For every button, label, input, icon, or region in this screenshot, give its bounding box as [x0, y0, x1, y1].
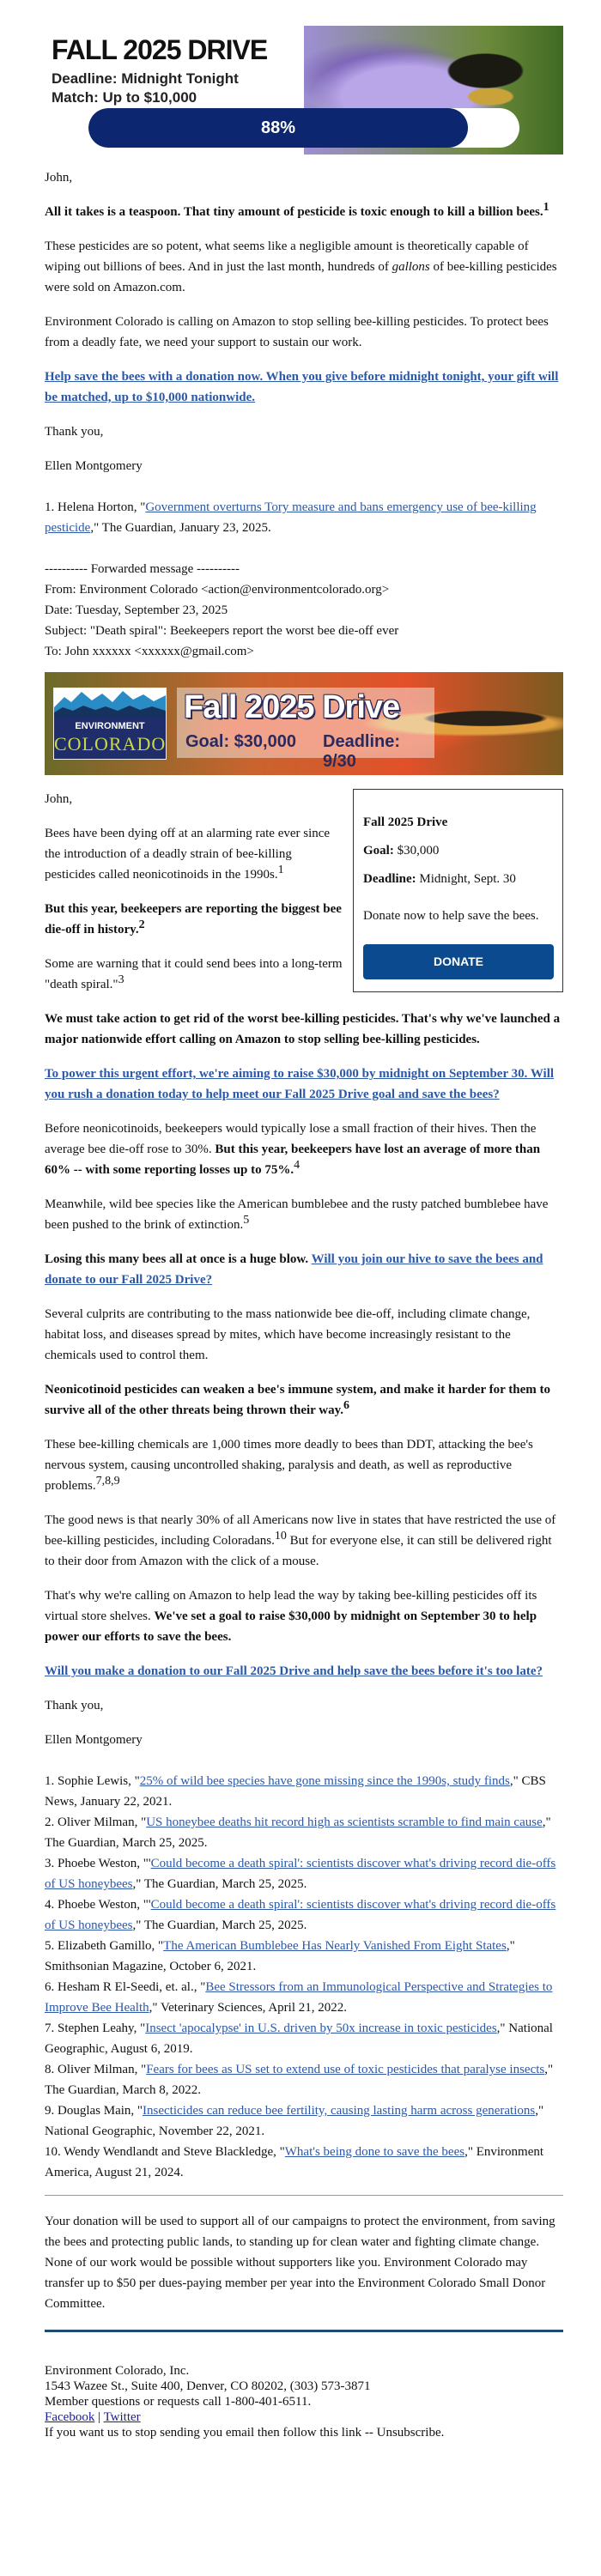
reference-link[interactable]: 25% of wild bee species have gone missing since the 1990s, study finds — [139, 1774, 510, 1788]
footnote-ref: 1 — [277, 864, 284, 876]
text: Neonicotinoid pesticides can weaken a bee's immune system, and make it harder for them to survive all of the other threats being thrown their way. — [45, 1383, 550, 1417]
reference-item — [45, 1771, 563, 1812]
reference-item — [45, 1936, 563, 1977]
text: But for everyone else, it can still be delivered right to their door from Amazon with the click of a mouse. — [45, 1534, 552, 1568]
sidebar-title: Fall 2025 Drive — [363, 815, 448, 829]
value: $30,000 — [393, 844, 440, 858]
donate-cta-link[interactable]: Will you make a donation to our Fall 2025 Drive and help save the bees before it's too late? — [45, 1664, 543, 1678]
footnote-ref: 6 — [343, 1399, 350, 1412]
reference-item — [45, 2059, 563, 2100]
forwarded-header — [45, 559, 563, 662]
reference-text: 5. Elizabeth Gamillo, " — [45, 1939, 164, 1953]
email-body — [45, 167, 563, 2440]
body-paragraph — [45, 1510, 563, 1572]
footnote-link[interactable]: Government overturns Tory measure and bans emergency use of bee-killing pesticide — [45, 500, 537, 535]
greeting: John, — [45, 792, 73, 806]
footer — [45, 2363, 563, 2440]
banner-panel — [177, 688, 434, 771]
reference-item — [45, 1894, 563, 1936]
banner-deadline: Deadline: Midnight Tonight — [52, 70, 239, 87]
reference-text: 6. Hesham R El-Seedi, et. al., " — [45, 1980, 206, 1994]
reference-link[interactable]: Could become a death spiral': scientists discover what's driving record die-offs of US honeybees — [45, 1898, 556, 1932]
signature: Ellen Montgomery — [45, 459, 143, 473]
reference-text: ," The Guardian, March 25, 2025. — [132, 1918, 307, 1932]
mountains-icon — [54, 688, 166, 718]
reference-text: ," Veterinary Sciences, April 21, 2022. — [149, 2001, 348, 2015]
intro-paragraph-3: Environment Colorado is calling on Amazon to stop selling bee-killing pesticides. To protect bees from a deadly fate, we need your support to sustain our work. — [45, 315, 549, 349]
banner-title: Fall 2025 Drive — [184, 689, 400, 725]
footnote-ref: 2 — [138, 918, 145, 931]
reference-text: 2. Oliver Milman, " — [45, 1815, 147, 1829]
reference-item — [45, 2142, 563, 2183]
reference-text: 8. Oliver Milman, " — [45, 2063, 147, 2076]
text-emphasis: gallons — [392, 260, 430, 274]
fall-drive-header-banner[interactable] — [45, 26, 563, 155]
reference-text: ," Smithsonian Magazine, October 6, 2021. — [45, 1939, 515, 1973]
facebook-link[interactable]: Facebook — [45, 2410, 95, 2424]
thanks: Thank you, — [45, 1699, 104, 1712]
sidebar-text: Donate now to help save the bees. — [363, 909, 539, 923]
banner-match: Match: Up to $10,000 — [52, 89, 197, 106]
separator: | — [94, 2410, 104, 2424]
footnote-1 — [45, 497, 563, 538]
reference-text: ," National Geographic, August 6, 2019. — [45, 2021, 553, 2056]
reference-text: ," The Guardian, March 25, 2025. — [45, 1815, 551, 1850]
reference-text: ," Environment America, August 21, 2024. — [45, 2145, 544, 2179]
greeting: John, — [45, 171, 73, 185]
sidebar-deadline — [363, 865, 554, 894]
body-paragraph — [45, 1194, 563, 1235]
banner-deadline: Deadline: 9/30 — [323, 732, 401, 771]
reference-text: ," The Guardian, March 8, 2022. — [45, 2063, 554, 2097]
donate-cta-link[interactable]: Help save the bees with a donation now. When you give before midnight tonight, your gift will be matched, up to $10,000 nationwide. — [45, 370, 559, 404]
reference-item — [45, 1853, 563, 1894]
forwarded-from: From: Environment Colorado <action@environmentcolorado.org> — [45, 583, 390, 597]
reference-link[interactable]: Insecticides can reduce bee fertility, causing lasting harm across generations — [143, 2104, 536, 2118]
footer-unsubscribe: If you want us to stop sending you email then follow this link -- Unsubscribe. — [45, 2426, 445, 2440]
reference-link[interactable]: Could become a death spiral': scientists discover what's driving record die-offs of US honeybees — [45, 1857, 556, 1891]
reference-link[interactable]: Insect 'apocalypse' in U.S. driven by 50x increase in toxic pesticides — [145, 2021, 497, 2035]
text: Bees have been dying off at an alarming rate ever since the introduction of a deadly strain of bee-killing pesticides called neonicotinoids in the 1990s. — [45, 827, 331, 882]
forwarded-subject: Subject: "Death spiral": Beekeepers report the worst bee die-off ever — [45, 624, 399, 638]
body-paragraph — [45, 1585, 563, 1647]
fall-drive-banner[interactable] — [45, 672, 563, 775]
reference-text: 10. Wendy Wendlandt and Steve Blackledge, " — [45, 2145, 285, 2159]
text: These bee-killing chemicals are 1,000 times more deadly to bees than DDT, attacking the bee's nervous system, causing uncontrolled shaking, paralysis and death, as well as reproductive problems. — [45, 1438, 533, 1493]
reference-link[interactable]: The American Bumblebee Has Nearly Vanished From Eight States — [163, 1939, 507, 1953]
sidebar-goal — [363, 837, 554, 865]
footnote-ref: 1 — [543, 201, 549, 214]
thanks: Thank you, — [45, 425, 104, 439]
body-paragraph — [45, 1434, 563, 1496]
reference-item — [45, 2100, 563, 2142]
text: Some are warning that it could send bees into a long-term "death spiral." — [45, 957, 343, 991]
text: Before neonicotinoids, beekeepers would typically lose a small fraction of their hives. Then the average bee die-off rose to 30%. — [45, 1122, 537, 1156]
reference-item — [45, 1977, 563, 2018]
label: Goal: — [363, 844, 394, 858]
reference-text: 7. Stephen Leahy, " — [45, 2021, 146, 2035]
donate-button[interactable]: DONATE — [363, 944, 554, 979]
footnote-ref: 7,8,9 — [95, 1475, 120, 1488]
logo-environment: ENVIRONMENT — [75, 721, 145, 731]
logo-colorado: COLORADO — [54, 733, 167, 755]
text-bold: We've set a goal to raise $30,000 by midnight on September 30 to help power our efforts to save the bees. — [45, 1609, 537, 1644]
text: Meanwhile, wild bee species like the American bumblebee and the rusty patched bumblebee have been pushed to the brink of extinction. — [45, 1197, 549, 1232]
intro-paragraph-1 — [45, 202, 563, 222]
banner-goal: Goal: $30,000 — [185, 732, 296, 751]
intro-paragraph-2 — [45, 236, 563, 298]
body-paragraph — [45, 1118, 563, 1180]
signature: Ellen Montgomery — [45, 1733, 143, 1747]
body-paragraph: We must take action to get rid of the worst bee-killing pesticides. That's why we've launched a major nationwide effort calling on Amazon to stop selling bee-killing pesticides. — [45, 1012, 561, 1046]
environment-colorado-logo — [53, 688, 167, 760]
reference-link[interactable]: Bee Stressors from an Immunological Perspective and Strategies to Improve Bee Health — [45, 1980, 553, 2015]
reference-text: 1. Sophie Lewis, " — [45, 1774, 140, 1788]
footnote-ref: 4 — [294, 1159, 300, 1172]
value: Midnight, Sept. 30 — [416, 872, 516, 886]
donation-disclaimer: Your donation will be used to support all of our campaigns to protect the environment, from saving the bees and protecting public lands, to standing up for clean water and fighting climate change. None of our work would be possible without supporters like you. Environment Colorado may transfer up to $50 per dues-paying member per year into the Environment Colorado Small Donor Committee. — [45, 2215, 555, 2311]
text: These pesticides are so potent, what seems like a negligible amount is theoretically capable of wiping out billions of bees. And in just the last month, hundreds of — [45, 239, 529, 274]
reference-text: 4. Phoebe Weston, "' — [45, 1898, 151, 1912]
progress-label: 88% — [260, 118, 296, 137]
forwarded-separator: ---------- Forwarded message ---------- — [45, 562, 240, 576]
text: of bee-killing pesticides were sold on Amazon.com. — [45, 260, 557, 294]
forwarded-to: To: John xxxxxx <xxxxxx@gmail.com> — [45, 645, 254, 658]
text-bold: Losing this many bees all at once is a huge blow. — [45, 1252, 312, 1266]
reference-text: ," The Guardian, March 25, 2025. — [132, 1877, 307, 1891]
reference-item — [45, 1812, 563, 1853]
text: But this year, beekeepers are reporting the biggest bee die-off in history. — [45, 902, 342, 936]
reference-link[interactable]: Fears for bees as US set to extend use of toxic pesticides that paralyse insects — [146, 2063, 545, 2076]
footnote-ref: 5 — [243, 1214, 250, 1227]
body-paragraph — [45, 1379, 563, 1421]
footnote-ref: 10 — [274, 1530, 287, 1543]
donation-sidebar — [353, 789, 563, 992]
text: That's why we're calling on Amazon to help lead the way by taking bee-killing pesticides off its virtual store shelves. — [45, 1589, 537, 1623]
reference-text: 3. Phoebe Weston, "' — [45, 1857, 151, 1870]
text: 1. Helena Horton, " — [45, 500, 146, 514]
reference-text: ," National Geographic, November 22, 2021. — [45, 2104, 544, 2138]
donate-cta-link[interactable]: To power this urgent effort, we're aiming to raise $30,000 by midnight on September 30. Will you rush a donation today to help meet our Fall 2025 Drive goal and save the bees? — [45, 1067, 555, 1101]
text: All it takes is a teaspoon. That tiny amount of pesticide is toxic enough to kill a billion bees. — [45, 205, 543, 219]
footer-member: Member questions or requests call 1-800-401-6511. — [45, 2395, 312, 2409]
footer-social — [45, 2409, 563, 2425]
body-paragraph — [45, 1249, 563, 1290]
footnote-ref: 3 — [118, 973, 124, 986]
text: ," The Guardian, January 23, 2025. — [90, 521, 271, 535]
banner-title: FALL 2025 DRIVE — [52, 34, 268, 65]
text: The good news is that nearly 30% of all Americans now live in states that have restricted the use of bee-killing pesticides, including Coloradans. — [45, 1513, 556, 1548]
twitter-link[interactable]: Twitter — [103, 2410, 141, 2424]
donate-cta-link[interactable]: Will you join our hive to save the bees and donate to our Fall 2025 Drive? — [45, 1252, 543, 1287]
footer-divider — [45, 2330, 563, 2332]
fundraising-progress-bar — [88, 108, 519, 148]
forwarded-date: Date: Tuesday, September 23, 2025 — [45, 603, 228, 617]
footer-address: 1543 Wazee St., Suite 400, Denver, CO 80202, (303) 573-3871 — [45, 2379, 371, 2393]
reference-text: ," CBS News, January 22, 2021. — [45, 1774, 546, 1809]
body-paragraph: Several culprits are contributing to the mass nationwide bee die-off, including climate change, habitat loss, and diseases spread by mites, which have become increasingly resistant to the chemicals used to control them. — [45, 1307, 531, 1362]
footer-org: Environment Colorado, Inc. — [45, 2364, 190, 2378]
label: Deadline: — [363, 872, 416, 886]
text-bold: But this year, beekeepers have lost an average of more than 60% -- with some reporting losses up to 75%. — [45, 1143, 541, 1177]
reference-link[interactable]: What's being done to save the bees — [284, 2145, 465, 2159]
references-list — [45, 1771, 563, 2183]
reference-text: 9. Douglas Main, " — [45, 2104, 143, 2118]
reference-link[interactable]: US honeybee deaths hit record high as scientists scramble to find main cause — [146, 1815, 543, 1829]
divider — [45, 2195, 563, 2196]
reference-item — [45, 2018, 563, 2059]
